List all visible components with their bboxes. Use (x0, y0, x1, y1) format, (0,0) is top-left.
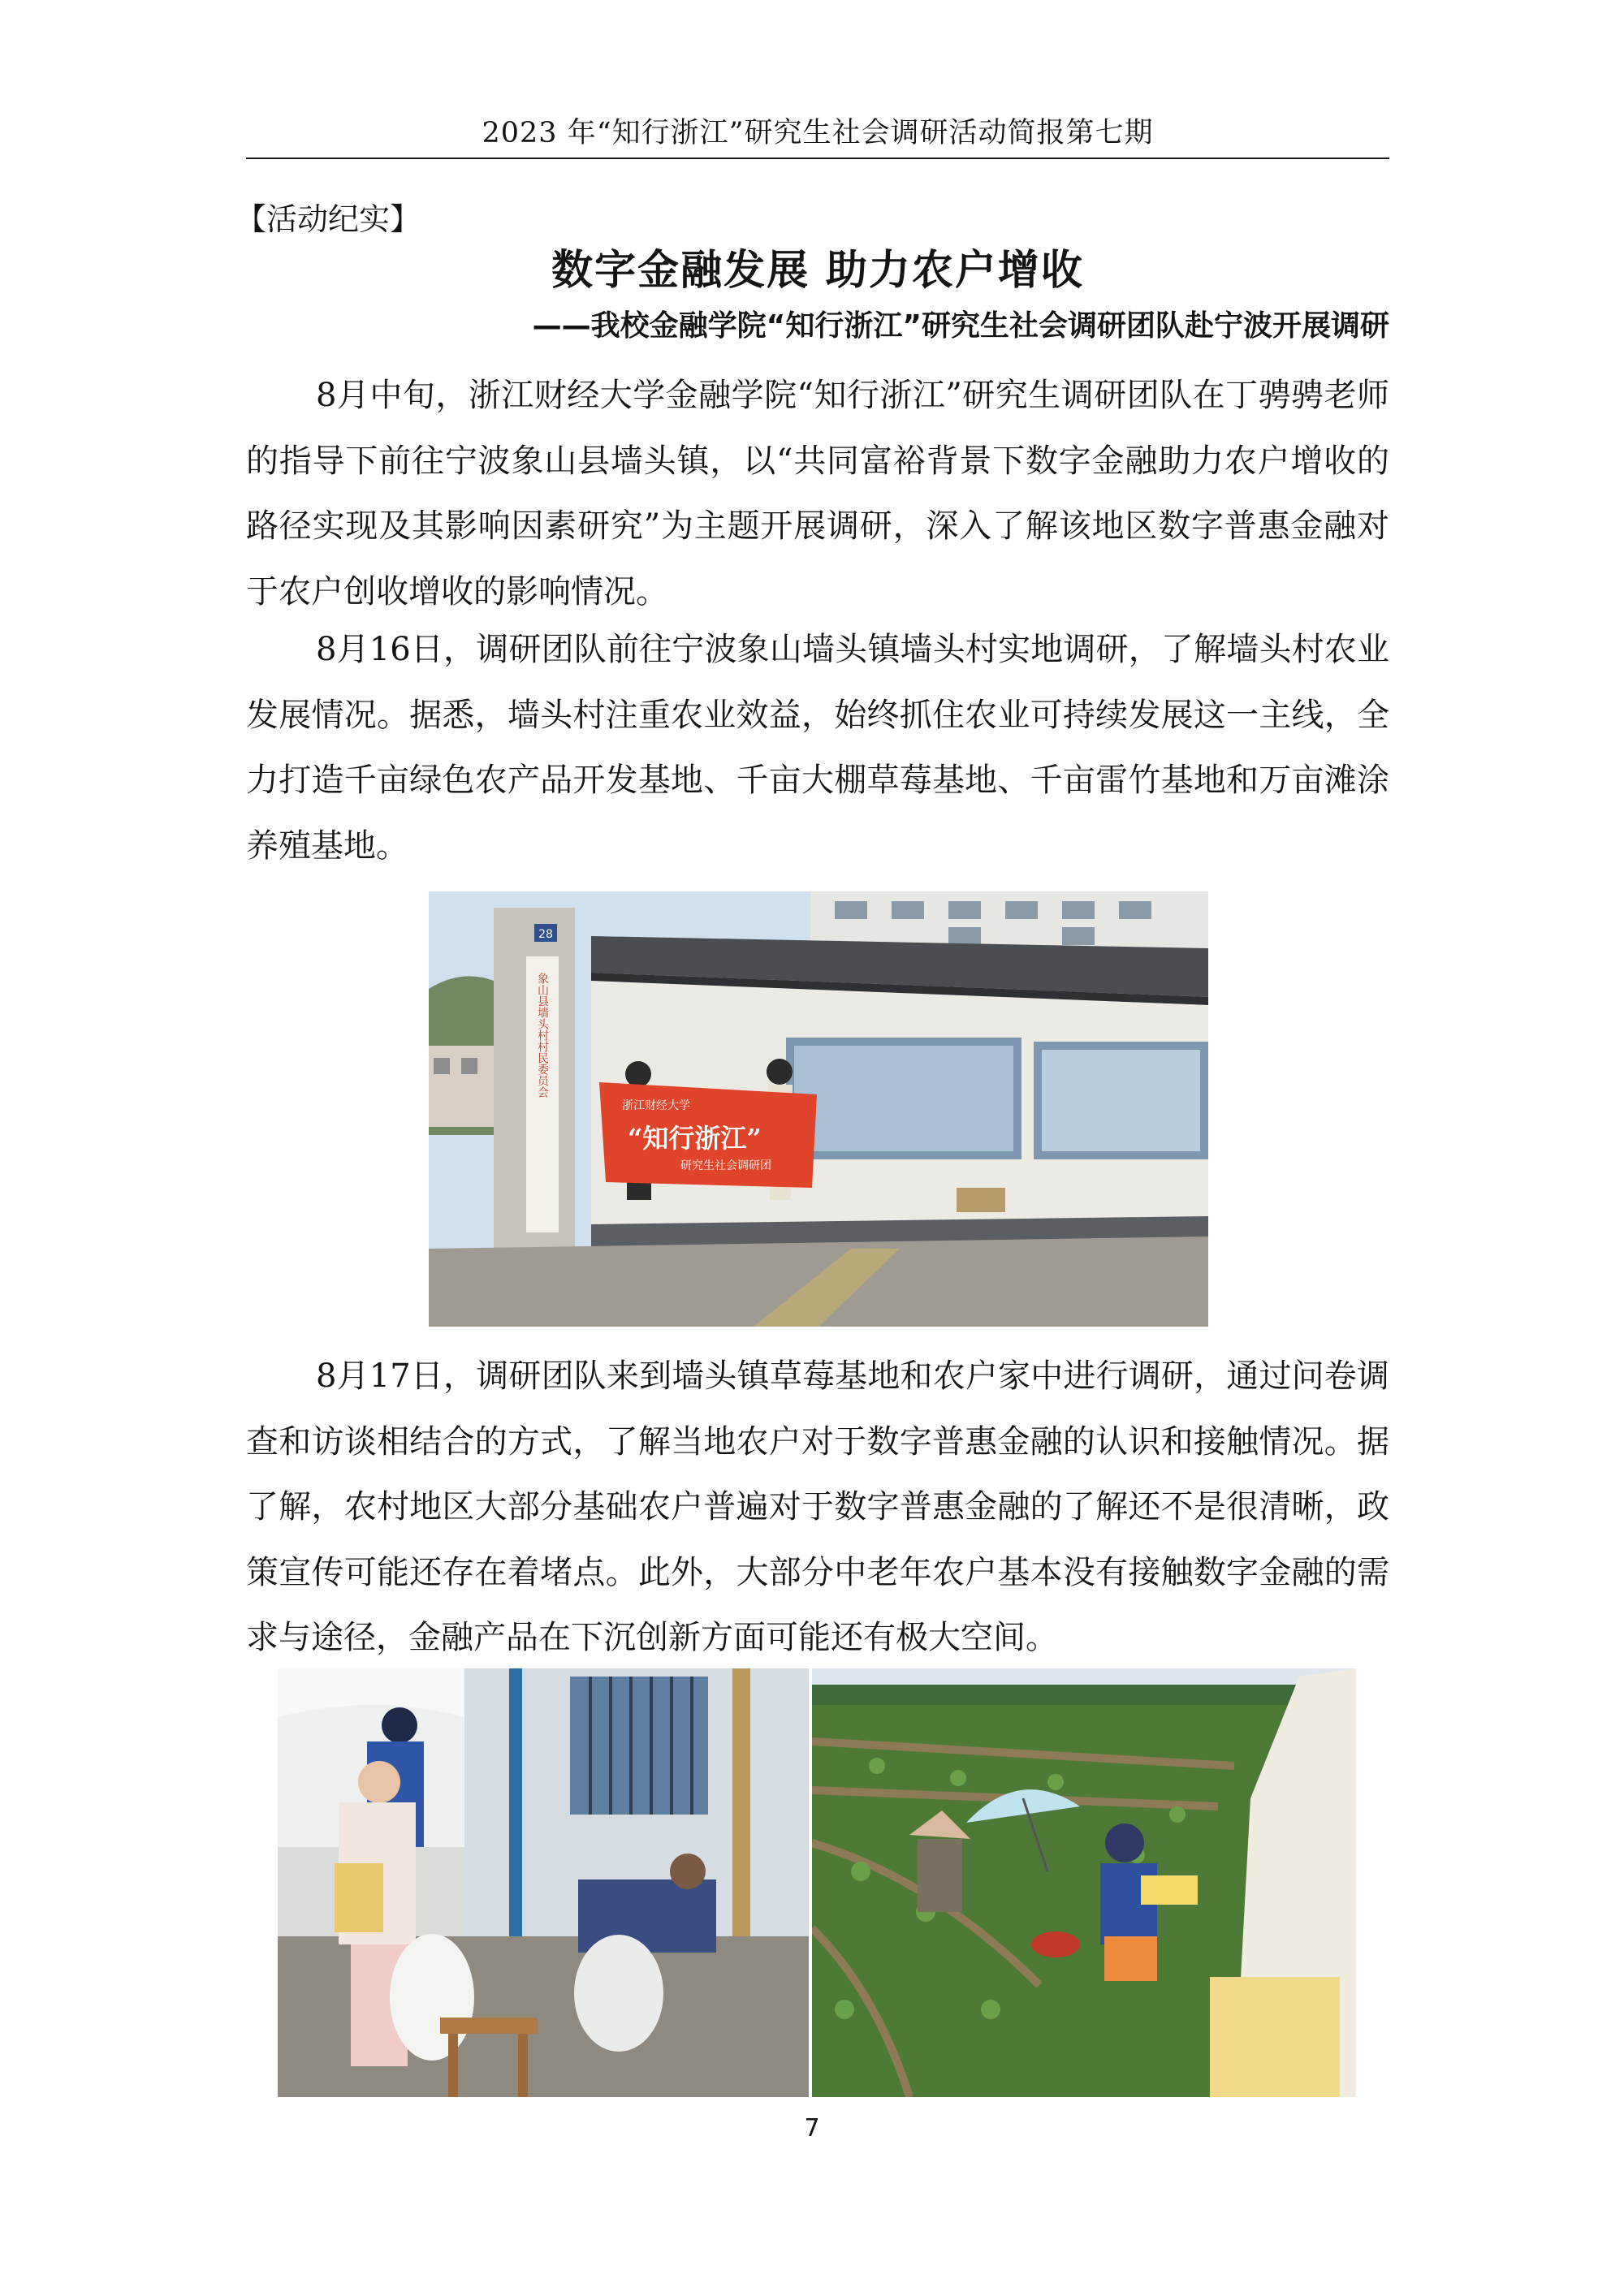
door-number: 28 (538, 928, 553, 941)
banner-sub-text: 研究生社会调研团 (680, 1159, 771, 1172)
article-paragraph-3: 8月17日，调研团队来到墙头镇草莓基地和农户家中进行调研，通过问卷调查和访谈相结合的方式，了解当地农户对于数字普惠金融的认识和接触情况。据了解，农村地区大部分基础农户普遍对于数字普惠金融的了解还不是很清晰，政策宣传可能还存在着堵点。此外，大部分中老年农户基本没有接触数字金融的需求与途径，金融产品在下沉创新方面可能还有极大空间。 (246, 1357, 1389, 1656)
photo-farmer-interview (278, 1668, 809, 2097)
article-subtitle: ——我校金融学院“知行浙江”研究生社会调研团队赴宁波开展调研 (532, 309, 1389, 343)
article-paragraph-1: 8月中旬，浙江财经大学金融学院“知行浙江”研究生调研团队在丁骋骋老师的指导下前往宁波象山县墙头镇，以“共同富裕背景下数字金融助力农户增收的路径实现及其影响因素研究”为主题开展调研，深入了解该地区数字普惠金融对于农户创收增收的影响情况。 (246, 377, 1389, 611)
article-paragraph-2: 8月16日，调研团队前往宁波象山墙头镇墙头村实地调研，了解墙头村农业发展情况。据悉，墙头村注重农业效益，始终抓住农业可持续发展这一主线，全力打造千亩绿色农产品开发基地、千亩大棚草莓基地、千亩雷竹基地和万亩滩涂养殖基地。 (246, 631, 1389, 865)
photo-strawberry-field (812, 1668, 1356, 2097)
page-number: 7 (804, 2114, 820, 2143)
section-tag: 【活动纪实】 (235, 201, 421, 237)
page-header-title: 2023 年“知行浙江”研究生社会调研活动简报第七期 (482, 117, 1154, 149)
header-divider (246, 158, 1389, 159)
village-sign-text: 象山县墙头村村民委员会 (536, 973, 549, 1098)
banner-main-text: “知行浙江” (628, 1123, 762, 1154)
banner-university: 浙江财经大学 (622, 1099, 690, 1112)
article-title: 数字金融发展 助力农户增收 (551, 247, 1084, 295)
photo-village-committee (429, 891, 1208, 1327)
